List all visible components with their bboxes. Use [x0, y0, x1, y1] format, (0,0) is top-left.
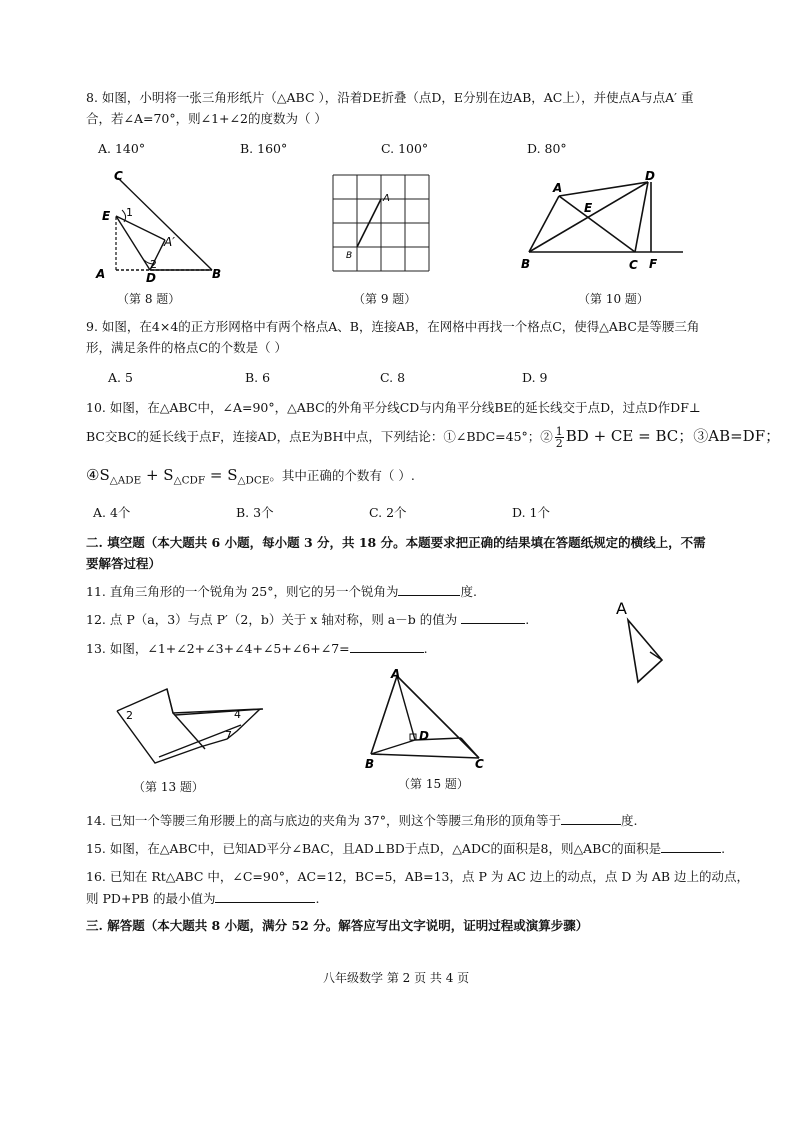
q9-text-line2: 形，满足条件的格点C的个数是（ ） — [86, 340, 288, 355]
fig15-label-d: D — [419, 729, 429, 743]
fig8-caption: （第 8 题） — [117, 292, 181, 306]
q8-option-c: C. 100° — [381, 141, 429, 156]
q12-end: . — [525, 612, 530, 627]
q11-unit: 度. — [460, 584, 477, 599]
q13-answer-blank[interactable] — [350, 640, 424, 653]
q9-option-b: B. 6 — [245, 370, 271, 385]
fig8-label-b: B — [212, 267, 222, 281]
q13-text: 13. 如图，∠1+∠2+∠3+∠4+∠5+∠6+∠7= — [86, 641, 350, 656]
q12-text: 12. 点 P（a，3）与点 P′（2，b）关于 x 轴对称，则 a－b 的值为 — [86, 612, 458, 627]
q8-text-line2: 合，若∠A=70°，则∠1+∠2的度数为（ ） — [86, 111, 327, 126]
figure-8 — [90, 168, 230, 285]
fig-side-label-a: A — [616, 599, 627, 618]
fig8-label-d: D — [146, 271, 156, 285]
q14 — [86, 812, 637, 829]
q16-line2 — [86, 890, 319, 907]
q10-fraction — [555, 426, 564, 449]
fig10-label-c: C — [629, 258, 638, 272]
fig8-label-a: A — [96, 267, 106, 281]
q10-eq: = S — [205, 466, 238, 484]
fig9-label-a: A — [383, 193, 390, 204]
fig9-label-b: B — [346, 251, 353, 261]
figure-15 — [365, 668, 490, 773]
q10-sub-ade: △ADE — [109, 474, 142, 487]
q12 — [86, 611, 529, 628]
fig10-label-f: F — [649, 257, 658, 271]
page-footer: 八年级数学 第 2 页 共 4 页 — [323, 971, 470, 985]
q16-end: . — [315, 891, 320, 906]
q10-option-d: D. 1个 — [512, 505, 550, 520]
q8-option-b: B. 160° — [240, 141, 288, 156]
fig13-caption: （第 13 题） — [133, 780, 204, 794]
q9-option-a: A. 5 — [108, 370, 133, 385]
q10-plus: + S — [141, 466, 174, 484]
section2-title-line1: 二. 填空题（本大题共 6 小题，每小题 3 分，共 18 分。本题要求把正确的结果填在答题纸规定的横线上，不需 — [86, 535, 706, 550]
figure-10 — [515, 170, 685, 275]
q12-answer-blank[interactable] — [461, 611, 525, 624]
q10-frac-den: 2 — [555, 437, 563, 450]
q11-answer-blank[interactable] — [398, 583, 460, 596]
figure-side-a — [612, 596, 672, 686]
q15 — [86, 840, 725, 857]
q10-option-c: C. 2个 — [369, 505, 407, 520]
fig8-label-1: 1 — [126, 206, 133, 219]
fig13-label-7: 7 — [225, 729, 232, 742]
fig10-label-d: D — [645, 169, 655, 183]
fig15-label-a: A — [391, 667, 401, 681]
q10-text-line2 — [86, 421, 780, 452]
fig8-label-2: 2 — [150, 258, 157, 271]
fig13-label-2: 2 — [126, 709, 133, 722]
q10-line2-end: BD + CE = BC；③AB=DF； — [565, 427, 781, 445]
q9-option-d: D. 9 — [522, 370, 548, 385]
q16-text-line1: 16. 已知在 Rt△ABC 中，∠C=90°，AC=12，BC=5，AB=13，点 P 为 AC 边上的动点，点 D 为 AB 边上的动点， — [86, 869, 750, 884]
fig15-label-c: C — [475, 757, 484, 771]
figure-9 — [333, 175, 433, 275]
fig9-caption: （第 9 题） — [353, 292, 417, 306]
fig10-label-e: E — [584, 201, 593, 215]
q9-option-c: C. 8 — [380, 370, 406, 385]
q9-text-line1: 9. 如图，在4×4的正方形网格中有两个格点A、B，连接AB，在网格中再找一个格点C，使得△ABC是等腰三角 — [86, 319, 700, 334]
fig10-caption: （第 10 题） — [578, 292, 649, 306]
q15-answer-blank[interactable] — [661, 840, 721, 853]
q15-text: 15. 如图，在△ABC中，已知AD平分∠BAC，且AD⊥BD于点D，△ADC的面积是8，则△ABC的面积是 — [86, 841, 662, 856]
q8-option-a: A. 140° — [98, 141, 146, 156]
q10-option-b: B. 3个 — [236, 505, 274, 520]
fig15-label-b: B — [365, 757, 375, 771]
q11 — [86, 583, 477, 600]
section3-title: 三. 解答题（本大题共 8 小题，满分 52 分。解答应写出文字说明，证明过程或演算步骤） — [86, 918, 589, 933]
q10-frac-num: 1 — [555, 425, 563, 438]
q10-line3-end: 。其中正确的个数有（ ）. — [269, 468, 415, 483]
q16-text-line2: 则 PD+PB 的最小值为 — [86, 891, 216, 906]
fig10-label-b: B — [521, 257, 531, 271]
fig10-label-a: A — [553, 181, 563, 195]
fig8-label-c: C — [114, 169, 123, 183]
fig8-label-a-prime: A′ — [164, 235, 175, 249]
q8-option-d: D. 80° — [527, 141, 567, 156]
q13-end: . — [423, 641, 428, 656]
q10-sub-cdf: △CDF — [173, 474, 206, 487]
q10-text-line3 — [86, 464, 415, 492]
q14-unit: 度. — [620, 813, 638, 828]
q10-sub-dce: △DCE — [237, 474, 270, 487]
q10-text-line1: 10. 如图，在△ABC中，∠A=90°，△ABC的外角平分线CD与内角平分线BE的延长线交于点D，过点D作DF⊥ — [86, 400, 701, 415]
fig15-caption: （第 15 题） — [398, 777, 469, 791]
q11-text: 11. 直角三角形的一个锐角为 25°，则它的另一个锐角为 — [86, 584, 399, 599]
q14-text: 14. 已知一个等腰三角形腰上的高与底边的夹角为 37°，则这个等腰三角形的顶角等于 — [86, 813, 561, 828]
q10-line2-start: BC交BC的延长线于点F，连接AD，点E为BH中点，下列结论：①∠BDC=45°；② — [86, 429, 553, 444]
q15-end: . — [721, 841, 726, 856]
fig8-label-e: E — [102, 209, 111, 223]
q13 — [86, 640, 428, 657]
fig13-label-4: 4 — [234, 708, 241, 721]
q8-text-line1: 8. 如图，小明将一张三角形纸片（△ABC ），沿着DE折叠（点D，E分别在边AB，AC上），并使点A与点A′ 重 — [86, 90, 694, 105]
q16-answer-blank[interactable] — [215, 890, 315, 903]
figure-13 — [115, 685, 270, 770]
section2-title-line2: 要解答过程） — [86, 556, 162, 571]
q10-s-ade: ④S — [86, 466, 110, 484]
q10-option-a: A. 4个 — [93, 505, 131, 520]
q14-answer-blank[interactable] — [561, 812, 621, 825]
